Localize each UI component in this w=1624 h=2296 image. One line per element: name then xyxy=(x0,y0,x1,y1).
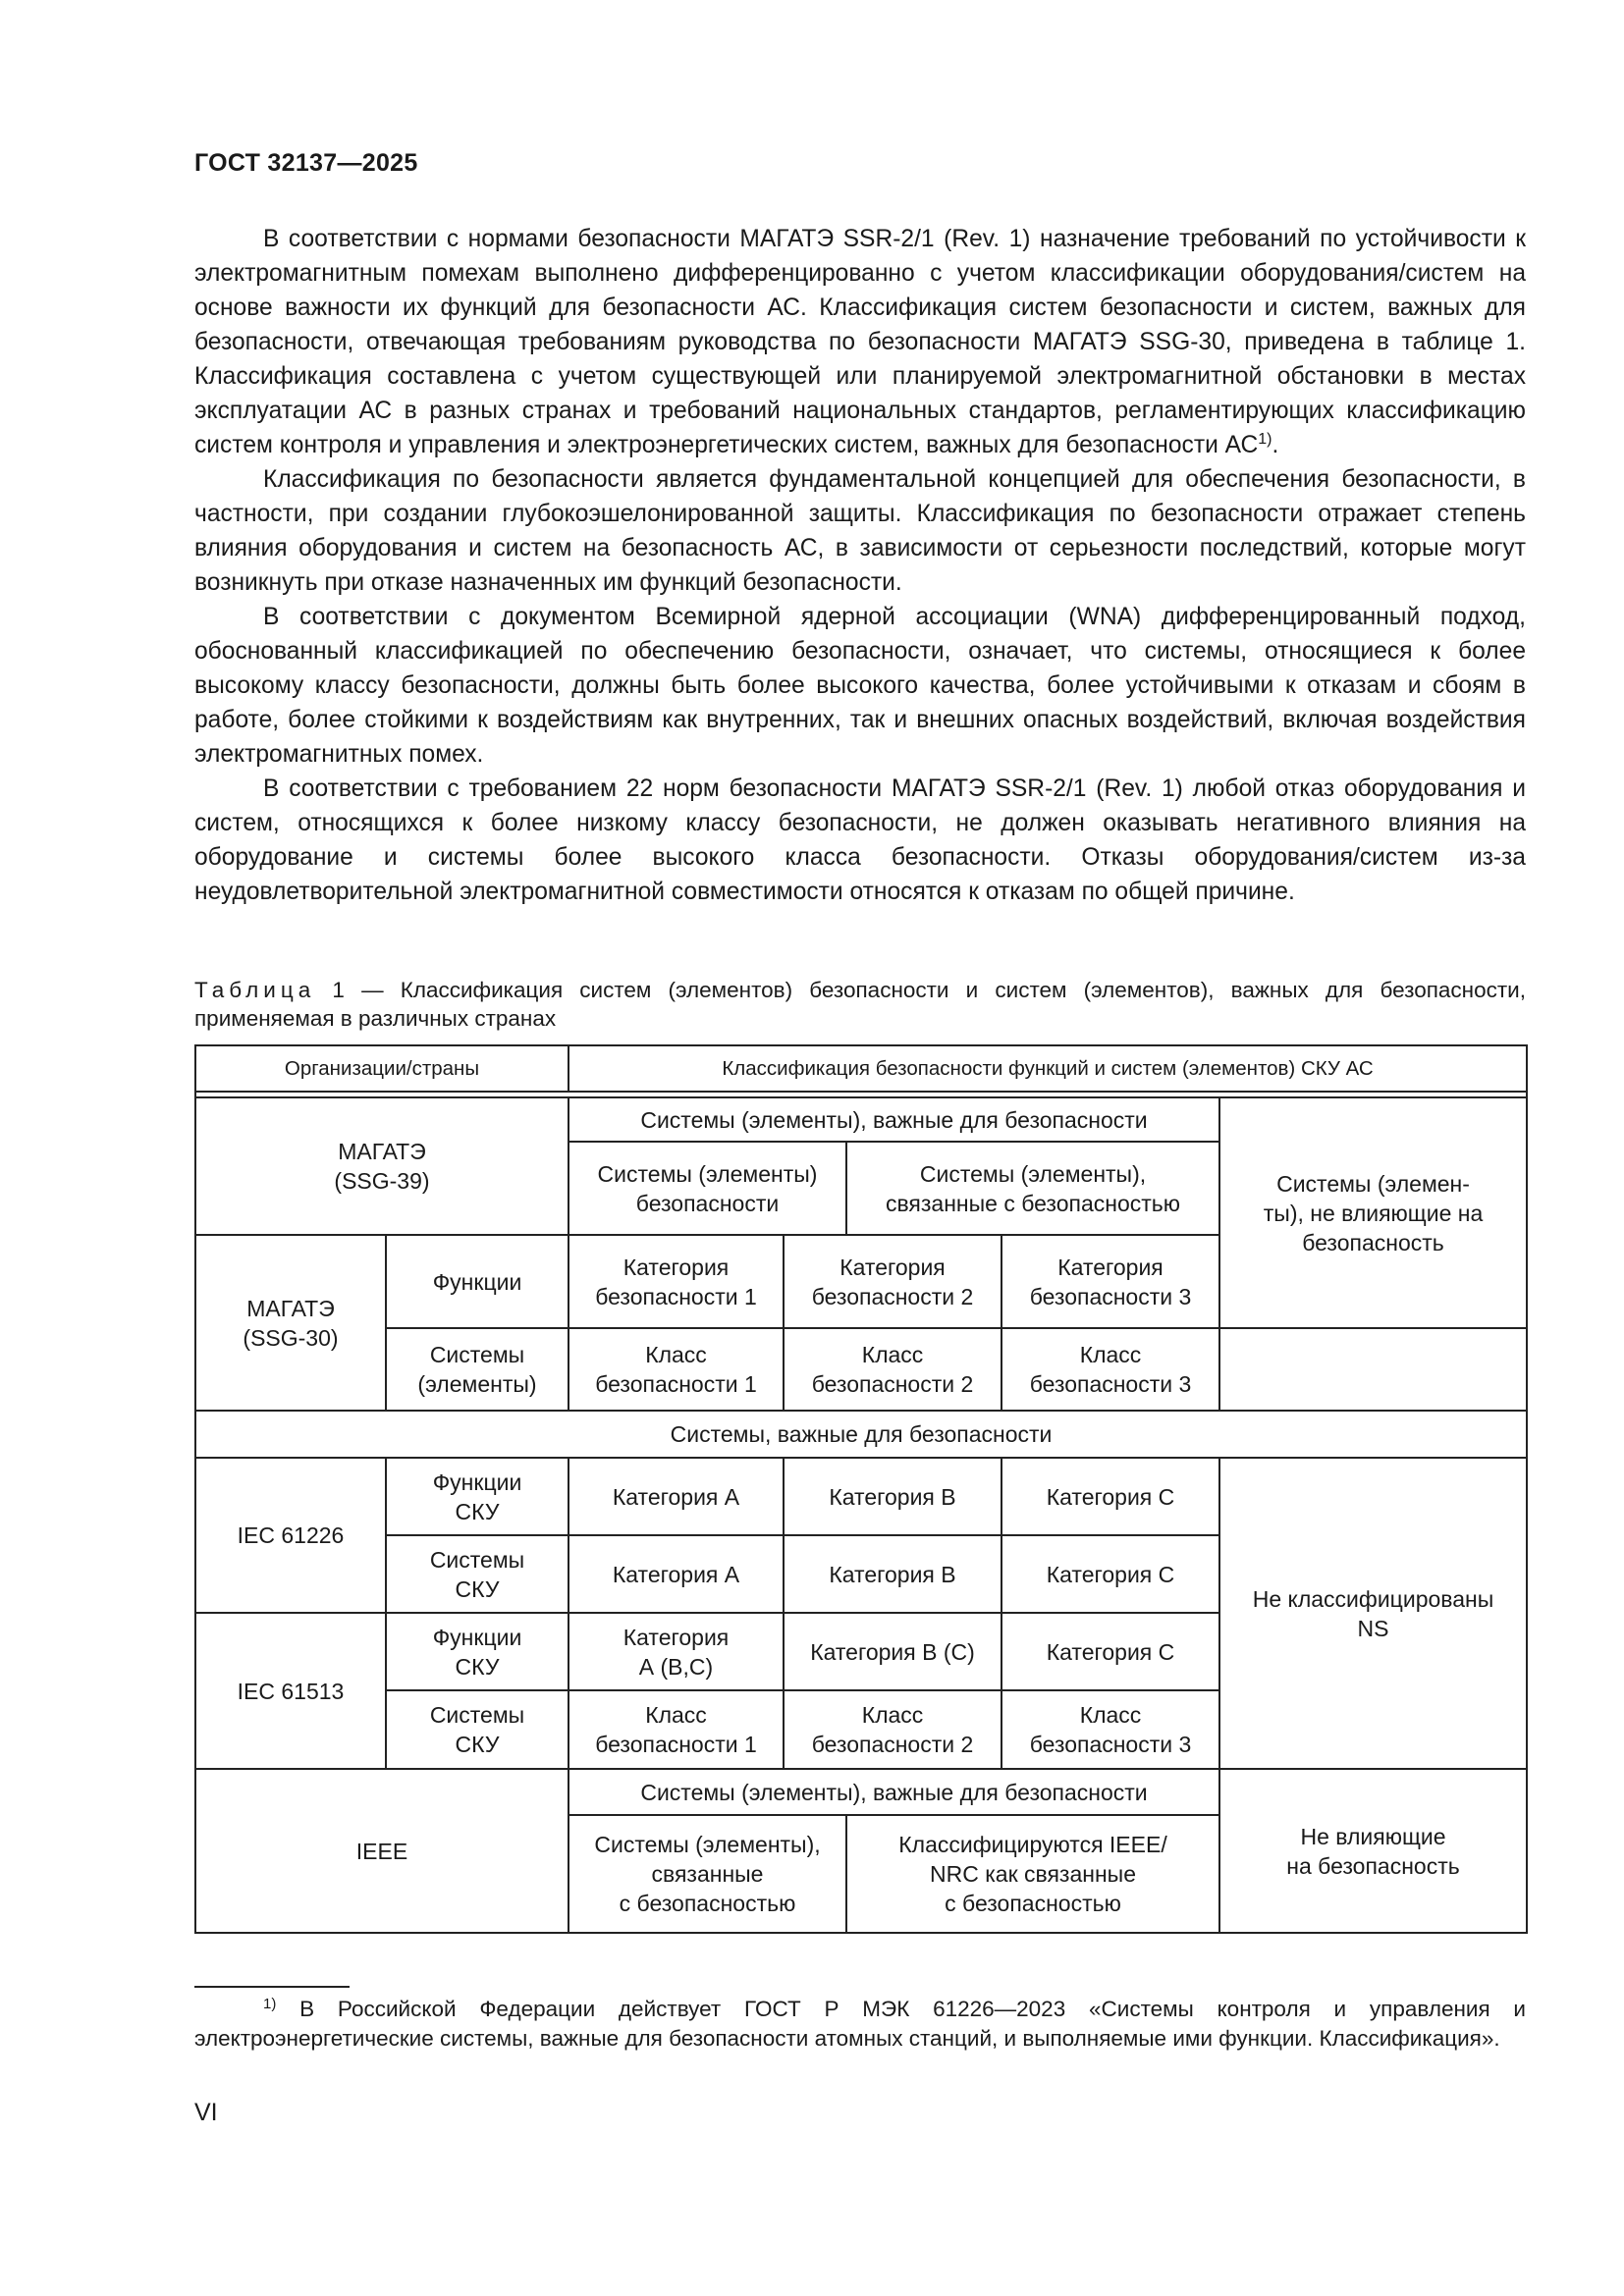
paragraph-1: В соответствии с нормами безопасности МАГАТЭ SSR-2/1 (Rev. 1) назначение требований по устойчивости к электромагнитным помехам выполнено дифференцированно с учетом классификации оборудования/систем на основе важности их функций для безопасности АС. Классификация систем безопасности и систем, важных для безопасности, отвечающая требованиям руководства по безопасности МАГАТЭ SSG-30, приведена в таблице 1. Классификация составлена с учетом существующей или планируемой электромагнитной обстановки в местах эксплуатации АС в разных странах и требований национальных стандартов, регламентирующих классификацию систем контроля и управления и электроэнергетических систем, важных для безопасности АС$^{1)}$. xyxy=(194,226,1526,458)
iaea30-cat1: Категория безопасности 1 xyxy=(568,1235,784,1328)
iaea30-cls3: Класс безопасности 3 xyxy=(1001,1328,1219,1411)
org-iaea-ssg39: МАГАТЭ (SSG-39) xyxy=(195,1097,568,1235)
iaea39-important: Системы (элементы), важные для безопасности xyxy=(568,1097,1219,1142)
classification-table xyxy=(194,1044,1528,1934)
org-ieee: IEEE xyxy=(195,1769,568,1933)
iaea30-cat2: Категория безопасности 2 xyxy=(784,1235,1001,1328)
iec61226-f-a: Категория А xyxy=(568,1458,784,1535)
iaea30-systems: Системы (элементы) xyxy=(386,1328,568,1411)
iec61226-f-b: Категория В xyxy=(784,1458,1001,1535)
col-header-classification: Классификация безопасности функций и систем (элементов) СКУ АС xyxy=(568,1045,1527,1092)
iec61226-systems: Системы СКУ xyxy=(386,1535,568,1613)
iec61513-s-c: Класс безопасности 3 xyxy=(1001,1690,1219,1769)
page-number: VI xyxy=(194,2099,218,2126)
footnote: $^{1)}$ В Российской Федерации действует ГОСТ Р МЭК 61226—2023 «Системы контроля и управления и электроэнергетические системы, важные для безопасности атомных станций, и выполняемые ими функции. Классификация». xyxy=(194,1996,1526,2051)
footnote-ref[interactable]: 1) xyxy=(1258,431,1272,448)
iaea30-cls4-empty xyxy=(1219,1328,1527,1411)
ieee-not-affecting: Не влияющие на безопасность xyxy=(1219,1769,1527,1933)
ieee-important: Системы (элементы), важные для безопасности xyxy=(568,1769,1219,1815)
footnote-mark: 1) xyxy=(263,1996,277,2012)
document-header: ГОСТ 32137—2025 xyxy=(194,149,418,177)
not-classified-ns: Не классифицированы NS xyxy=(1219,1458,1527,1769)
iec61513-s-b: Класс безопасности 2 xyxy=(784,1690,1001,1769)
iec61513-s-a: Класс безопасности 1 xyxy=(568,1690,784,1769)
paragraph-2: Классификация по безопасности является фундаментальной концепцией для обеспечения безопасности, в частности, при создании глубокоэшелонированной защиты. Классификация по безопасности отражает степень влияния оборудования и систем на безопасность АС, в зависимости от серьезности последствий, которые могут возникнуть при отказе назначенных им функций безопасности. xyxy=(194,466,1526,596)
ieee-nrc-related: Классифицируются IEEE/ NRC как связанные с безопасностью xyxy=(846,1815,1219,1933)
iec61513-f-a: Категория А (В,С) xyxy=(568,1613,784,1690)
iec61513-f-c: Категория С xyxy=(1001,1613,1219,1690)
paragraph-3: В соответствии с документом Всемирной ядерной ассоциации (WNA) дифференцированный подход, обоснованный классификацией по обеспечению безопасности, означает, что системы, относящиеся к более высокому классу безопасности, должны быть более высокого качества, более устойчивыми к отказам и сбоям в работе, более стойкими к воздействиям как внутренних, так и внешних опасных воздействий, включая воздействия электромагнитных помех. xyxy=(194,604,1526,768)
important-row: Системы, важные для безопасности xyxy=(195,1411,1527,1458)
iec61226-s-b: Категория В xyxy=(784,1535,1001,1613)
org-iec-61226: IEC 61226 xyxy=(195,1458,386,1613)
iaea30-functions: Функции xyxy=(386,1235,568,1328)
footnote-divider xyxy=(194,1986,350,1988)
iaea30-cls2: Класс безопасности 2 xyxy=(784,1328,1001,1411)
iaea39-related: Системы (элементы), связанные с безопасностью xyxy=(846,1142,1219,1235)
ieee-related: Системы (элементы), связанные с безопасностью xyxy=(568,1815,846,1933)
org-iaea-ssg30: МАГАТЭ (SSG-30) xyxy=(195,1235,386,1411)
iec61513-functions: Функции СКУ xyxy=(386,1613,568,1690)
iec61226-f-c: Категория С xyxy=(1001,1458,1219,1535)
iec61226-s-c: Категория С xyxy=(1001,1535,1219,1613)
paragraph-4: В соответствии с требованием 22 норм безопасности МАГАТЭ SSR-2/1 (Rev. 1) любой отказ оборудования и систем, относящихся к более низкому классу безопасности, не должен оказывать негативного влияния на оборудование и системы более высокого класса безопасности. Отказы оборудования/систем из-за неудовлетворительной электромагнитной совместимости относятся к отказам по общей причине. xyxy=(194,775,1526,905)
iaea30-cat3: Категория безопасности 3 xyxy=(1001,1235,1219,1328)
body-text xyxy=(194,222,1526,909)
iec61513-systems: Системы СКУ xyxy=(386,1690,568,1769)
iaea30-cls1: Класс безопасности 1 xyxy=(568,1328,784,1411)
iec61226-functions: Функции СКУ xyxy=(386,1458,568,1535)
iaea39-safety-systems: Системы (элементы) безопасности xyxy=(568,1142,846,1235)
iaea-not-affecting: Системы (элемен- ты), не влияющие на безопасность xyxy=(1219,1097,1527,1328)
iec61513-f-b: Категория В (С) xyxy=(784,1613,1001,1690)
iec61226-s-a: Категория А xyxy=(568,1535,784,1613)
org-iec-61513: IEC 61513 xyxy=(195,1613,386,1769)
table-caption: Таблица 1 — Классификация систем (элементов) безопасности и систем (элементов), важных для безопасности, применяемая в различных странах xyxy=(194,978,1526,1031)
col-header-org: Организации/страны xyxy=(195,1045,568,1092)
